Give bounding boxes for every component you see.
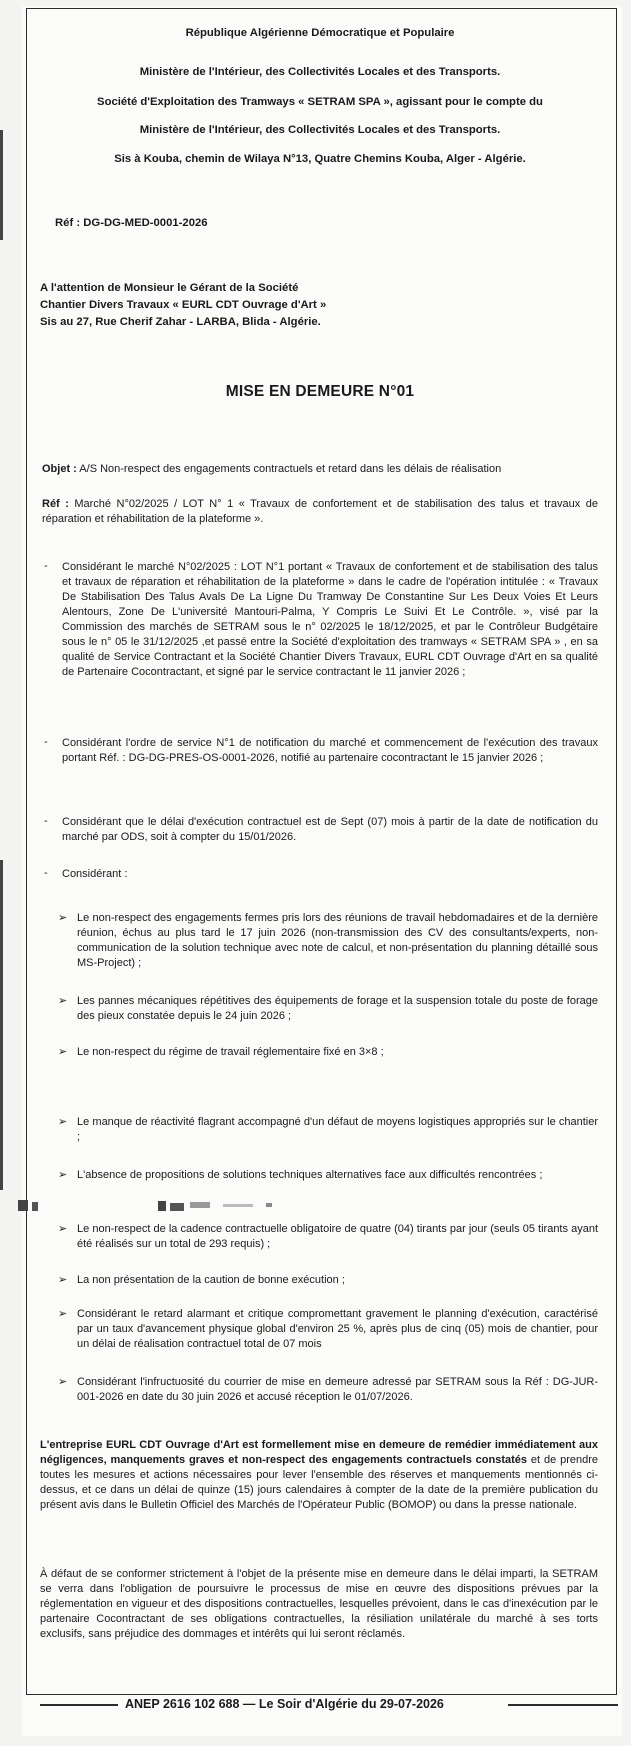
item-4: Le manque de réactivité flagrant accompagné d'un défaut de moyens logistiques appropriés sur le chantier ; xyxy=(77,1116,598,1143)
ref-marche xyxy=(42,497,598,527)
bullet-dash: - xyxy=(44,867,48,879)
bullet-dash: - xyxy=(44,736,48,748)
conclusion-bold: L'entreprise EURL CDT Ouvrage d'Art est formellement mise en demeure de remédier immédiatement aux négligences, manquements graves et non-respect des engagements contractuels constatés xyxy=(40,1439,598,1466)
header-line-2: Ministère de l'Intérieur, des Collectivités Locales et des Transports. xyxy=(139,66,501,78)
bullet-dash: - xyxy=(44,560,48,572)
conclusion-text: et de prendre toutes les mesures et actions nécessaires pour lever l'ensemble des réserves et manquements mentionnés ci-dessus, et ce dans un délai de quinze (15) jours calendaires à compter de la date de la première publication du présent avis dans le Bulletin Officiel des Marchés de l'Opérateur Public (BOMOP) ou dans la presse nationale. xyxy=(40,1454,598,1511)
arrow-bullet-icon: ➢ xyxy=(58,995,68,1007)
arrow-bullet-icon: ➢ xyxy=(58,1274,68,1286)
footer-rule-left xyxy=(40,1704,118,1706)
considerant-2: Considérant l'ordre de service N°1 de notification du marché et commencement de l'exécution des travaux portant Réf. : DG-DG-PRES-OS-0001-2026, notifié au partenaire cocontractant le 15 janvier 2026 ; xyxy=(62,737,598,764)
objet-label: Objet : xyxy=(42,463,77,475)
header-line-1: République Algérienne Démocratique et Populaire xyxy=(185,27,455,39)
item-7: La non présentation de la caution de bonne exécution ; xyxy=(77,1274,345,1286)
scan-edge-mark xyxy=(0,860,3,1190)
header-line-5: Sis à Kouba, chemin de Wilaya N°13, Quatre Chemins Kouba, Alger - Algérie. xyxy=(114,153,526,165)
notice-title: MISE EN DEMEURE N°01 xyxy=(225,383,415,400)
item-6: Le non-respect de la cadence contractuelle obligatoire de quatre (04) tirants par jour (seuls 05 tirants ayant été réalisés sur un total de 293 requis) ; xyxy=(77,1223,598,1250)
conclusion-paragraph-1 xyxy=(40,1438,598,1513)
recipient-line-1: A l'attention de Monsieur le Gérant de la Société xyxy=(40,282,299,294)
print-smudge-mark xyxy=(8,1198,298,1212)
objet-line xyxy=(42,462,598,477)
publication-footer: ANEP 2616 102 688 — Le Soir d'Algérie du 29-07-2026 xyxy=(125,1697,444,1711)
item-5: L'absence de propositions de solutions techniques alternatives face aux difficultés rencontrées ; xyxy=(77,1169,543,1181)
item-8: Considérant le retard alarmant et critique compromettant gravement le planning d'exécution, caractérisé par un taux d'avancement physique global d'environ 25 %, après plus de cinq (05) mois de chantier, pour un délai de réalisation contractuel total de 07 mois xyxy=(77,1308,598,1350)
item-1: Le non-respect des engagements fermes pris lors des réunions de travail hebdomadaires et de la dernière réunion, échus au plus tard le 17 juin 2026 (non-transmission des CV des consultants/experts, non-communication de la solution technique avec note de calcul, et non-présentation du planning détaillé sous MS-Project) ; xyxy=(77,912,598,969)
considerant-1: Considérant le marché N°02/2025 : LOT N°1 portant « Travaux de confortement et de stabilisation des talus et travaux de réparation et réhabilitation de la plateforme » dans le cadre de l'opération intitulée : « Travaux De Stabilisation Des Talus Avals De La Ligne Du Tramway De Constantine Sur Les Deux Voies Et Leurs Alentours, Zone De L'université Mantouri-Palma, Y Compris Le Suivi Et Le Contrôle. », visé par la Commission des marchés de SETRAM sous le n° 02/2025 le 18/12/2025, et par le Contrôleur Budgétaire sous le n° 05 le 31/12/2025 ,et passé entre la Société d'exploitation des tramways « SETRAM SPA » , en sa qualité de Service Contractant et la Société Chantier Divers Travaux, EURL CDT Ouvrage d'Art en sa qualité de Partenaire Cocontractant, et signé par le service contractant le 11 janvier 2026 ; xyxy=(62,561,598,678)
scan-edge-mark xyxy=(0,130,3,240)
item-3: Le non-respect du régime de travail réglementaire fixé en 3×8 ; xyxy=(77,1046,384,1058)
arrow-bullet-icon: ➢ xyxy=(58,1308,68,1320)
ref-marche-text: Marché N°02/2025 / LOT N° 1 « Travaux de confortement et de stabilisation des talus et travaux de réparation et réhabilitation de la plateforme ». xyxy=(42,498,598,525)
arrow-bullet-icon: ➢ xyxy=(58,1046,68,1058)
header-line-4: Ministère de l'Intérieur, des Collectivités Locales et des Transports. xyxy=(139,124,501,136)
arrow-bullet-icon: ➢ xyxy=(58,1376,68,1388)
conclusion-paragraph-2: À défaut de se conformer strictement à l'objet de la présente mise en demeure dans le délai imparti, la SETRAM se verra dans l'obligation de poursuivre le processus de mise en œuvre des dispositions prévues par la réglementation en vigueur et des dispositions contractuelles, lesquelles prévoient, dans le cas d'inexécution par le partenaire Cocontractant de ses obligations contractuelles, la résiliation unilatérale du marché à ses torts exclusifs, sans préjudice des dommages et intérêts qui lui seront réclamés. xyxy=(40,1568,598,1640)
reference-code: Réf : DG-DG-MED-0001-2026 xyxy=(55,217,208,229)
considerant-4: Considérant : xyxy=(62,868,128,880)
item-2: Les pannes mécaniques répétitives des équipements de forage et la suspension totale du poste de forage des pieux constatée depuis le 24 juin 2026 ; xyxy=(77,995,598,1022)
arrow-bullet-icon: ➢ xyxy=(58,1169,68,1181)
bullet-dash: - xyxy=(44,815,48,827)
item-9: Considérant l'infructuosité du courrier de mise en demeure adressé par SETRAM sous la Réf : DG-JUR-001-2026 en date du 30 juin 2026 et accusé réception le 01/07/2026. xyxy=(77,1376,598,1403)
objet-text: A/S Non-respect des engagements contractuels et retard dans les délais de réalisation xyxy=(79,463,502,475)
arrow-bullet-icon: ➢ xyxy=(58,912,68,924)
considerant-3: Considérant que le délai d'exécution contractuel est de Sept (07) mois à partir de la date de notification du marché par ODS, soit à compter du 15/01/2026. xyxy=(62,816,598,843)
footer-rule-right xyxy=(508,1704,618,1706)
recipient-line-3: Sis au 27, Rue Cherif Zahar - LARBA, Blida - Algérie. xyxy=(40,316,321,328)
arrow-bullet-icon: ➢ xyxy=(58,1223,68,1235)
arrow-bullet-icon: ➢ xyxy=(58,1116,68,1128)
ref-marche-label: Réf : xyxy=(42,498,69,510)
recipient-line-2: Chantier Divers Travaux « EURL CDT Ouvrage d'Art » xyxy=(40,299,327,311)
header-line-3: Société d'Exploitation des Tramways « SETRAM SPA », agissant pour le compte du xyxy=(97,96,543,108)
